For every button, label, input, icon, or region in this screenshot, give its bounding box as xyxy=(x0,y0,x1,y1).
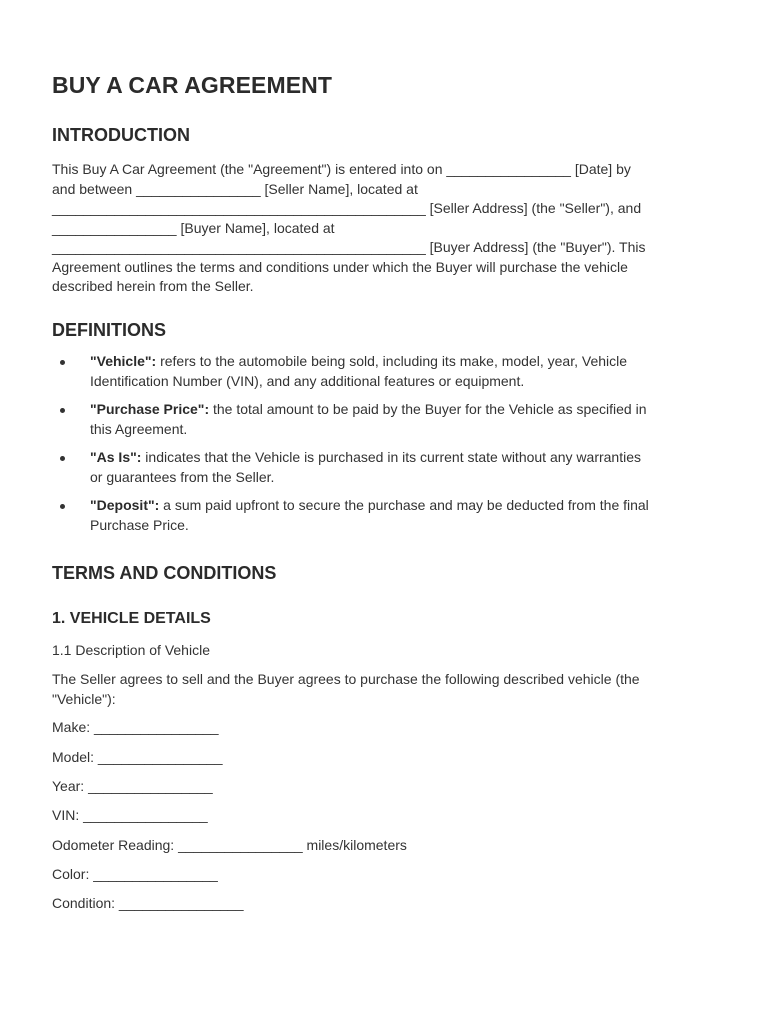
introduction-line: ________________________________________________ [Buyer Address] (the "Buyer"). This xyxy=(52,239,646,255)
definition-term: "Vehicle": xyxy=(90,353,157,369)
introduction-line: and between ________________ [Seller Name], located at xyxy=(52,180,418,197)
definition-text: the total amount to be paid by the Buyer for the Vehicle as specified in xyxy=(209,401,647,417)
definition-text: Purchase Price. xyxy=(90,516,189,533)
definition-text: this Agreement. xyxy=(90,420,188,437)
definition-text: Identification Number (VIN), and any additional features or equipment. xyxy=(90,372,525,389)
condition-field: Condition: ________________ xyxy=(52,895,244,911)
introduction-line: This Buy A Car Agreement (the "Agreement") is entered into on ________________ [Date] by xyxy=(52,161,631,177)
bullet-icon xyxy=(60,360,65,365)
bullet-icon xyxy=(60,456,65,461)
bullet-icon xyxy=(60,408,65,413)
vehicle-intro-paragraph xyxy=(52,670,722,709)
vehicle-description-subheading: 1.1 Description of Vehicle xyxy=(52,642,210,658)
vehicle-intro-line: The Seller agrees to sell and the Buyer agrees to purchase the following described vehicle (the xyxy=(52,671,640,687)
odometer-field: Odometer Reading: ________________ miles/kilometers xyxy=(52,837,407,853)
definition-text: or guarantees from the Seller. xyxy=(90,468,275,485)
definition-term: "Deposit": xyxy=(90,497,160,513)
terms-heading: TERMS AND CONDITIONS xyxy=(52,563,277,583)
vehicle-intro-line: "Vehicle"): xyxy=(52,690,116,707)
definition-term: "Purchase Price": xyxy=(90,401,210,417)
definition-term: "As Is": xyxy=(90,449,142,465)
model-field: Model: ________________ xyxy=(52,749,223,765)
definition-text: a sum paid upfront to secure the purchase and may be deducted from the final xyxy=(159,497,649,513)
definition-item-purchase-price xyxy=(52,400,722,439)
introduction-heading: INTRODUCTION xyxy=(52,125,190,145)
definitions-heading: DEFINITIONS xyxy=(52,320,167,340)
definitions-list xyxy=(52,352,722,544)
vehicle-details-heading: 1. VEHICLE DETAILS xyxy=(52,610,211,627)
introduction-line: Agreement outlines the terms and conditions under which the Buyer will purchase the vehicle xyxy=(52,258,628,275)
bullet-icon xyxy=(60,504,65,509)
introduction-paragraph xyxy=(52,160,722,297)
definition-item-vehicle xyxy=(52,352,722,391)
make-field: Make: ________________ xyxy=(52,719,219,735)
definition-text: refers to the automobile being sold, including its make, model, year, Vehicle xyxy=(156,353,628,369)
definition-text: indicates that the Vehicle is purchased in its current state without any warranties xyxy=(141,449,642,465)
color-field: Color: ________________ xyxy=(52,866,218,882)
introduction-line: described herein from the Seller. xyxy=(52,278,254,294)
year-field: Year: ________________ xyxy=(52,778,213,794)
vin-field: VIN: ________________ xyxy=(52,807,208,823)
document-title: BUY A CAR AGREEMENT xyxy=(52,72,333,98)
introduction-line: ________________ [Buyer Name], located at xyxy=(52,219,335,236)
definition-item-deposit xyxy=(52,496,722,535)
definition-item-as-is xyxy=(52,448,722,487)
introduction-line: ________________________________________________ [Seller Address] (the "Seller"), and xyxy=(52,200,642,216)
